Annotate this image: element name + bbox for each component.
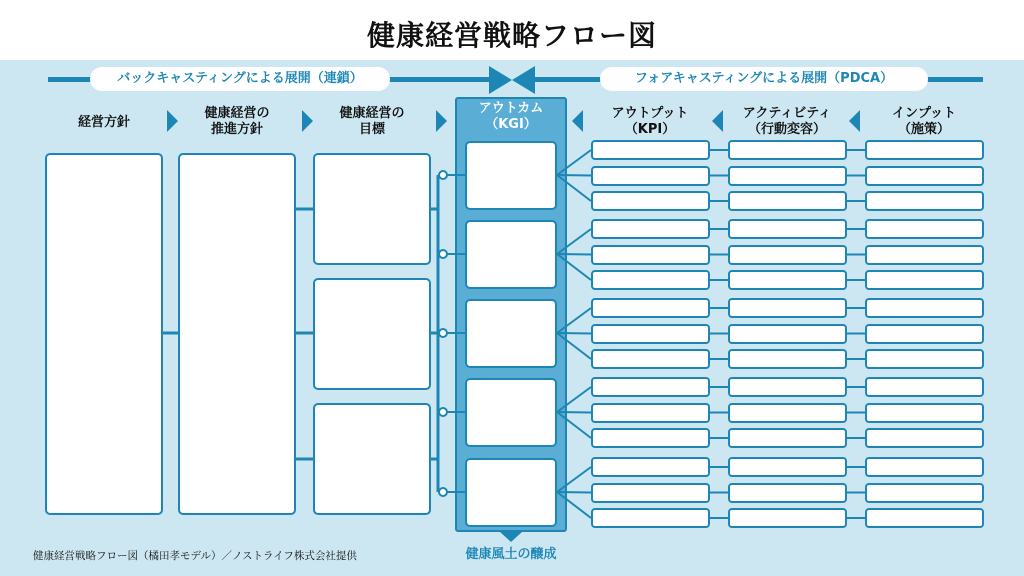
activity-box-11[interactable]	[728, 403, 847, 423]
header-activity-line2: （行動変容）	[747, 122, 826, 137]
output-box-3[interactable]	[591, 191, 710, 211]
activity-box-12[interactable]	[728, 428, 847, 448]
input-box-4[interactable]	[865, 219, 984, 239]
input-box-6[interactable]	[865, 270, 984, 290]
header-output	[590, 106, 710, 138]
header-input	[864, 106, 984, 138]
credit-text: 健康経営戦略フロー図（橘田孝モデル）／ノストライフ株式会社提供	[33, 550, 357, 562]
output-box-14[interactable]	[591, 483, 710, 503]
output-box-13[interactable]	[591, 457, 710, 477]
header-goal-line1: 健康経営の	[339, 106, 405, 121]
header-outcome	[455, 101, 567, 133]
kgi-box-2[interactable]	[465, 220, 557, 289]
policy-box[interactable]	[45, 153, 163, 515]
kgi-box-3[interactable]	[465, 299, 557, 368]
connector-dot	[438, 249, 448, 259]
activity-box-15[interactable]	[728, 508, 847, 528]
output-box-8[interactable]	[591, 324, 710, 344]
header-policy	[45, 115, 163, 131]
header-promotion-line1: 健康経営の	[204, 106, 270, 121]
activity-box-6[interactable]	[728, 270, 847, 290]
header-outcome-line2: （KGI）	[485, 117, 537, 132]
goal-box-1[interactable]	[313, 153, 431, 265]
header-goal	[313, 106, 431, 138]
output-box-6[interactable]	[591, 270, 710, 290]
header-policy-line1: 経営方針	[77, 115, 130, 130]
arrow-right-icon	[167, 110, 178, 132]
arrow-right-icon	[436, 110, 447, 132]
activity-box-5[interactable]	[728, 245, 847, 265]
header-output-line1: アウトプット	[611, 106, 689, 121]
header-goal-line2: 目標	[358, 122, 385, 137]
input-box-14[interactable]	[865, 483, 984, 503]
header-input-line1: インプット	[891, 106, 957, 121]
input-box-7[interactable]	[865, 298, 984, 318]
output-box-9[interactable]	[591, 349, 710, 369]
connector-dot	[438, 407, 448, 417]
arrow-left-icon	[849, 110, 860, 132]
header-activity-line1: アクティビティ	[742, 106, 832, 121]
activity-box-13[interactable]	[728, 457, 847, 477]
input-box-3[interactable]	[865, 191, 984, 211]
activity-box-4[interactable]	[728, 219, 847, 239]
kgi-box-4[interactable]	[465, 378, 557, 447]
culture-label: 健康風土の醸成	[465, 547, 557, 562]
output-box-2[interactable]	[591, 166, 710, 186]
input-box-12[interactable]	[865, 428, 984, 448]
goal-box-3[interactable]	[313, 403, 431, 515]
input-box-1[interactable]	[865, 140, 984, 160]
output-box-1[interactable]	[591, 140, 710, 160]
input-box-8[interactable]	[865, 324, 984, 344]
output-box-10[interactable]	[591, 377, 710, 397]
input-box-11[interactable]	[865, 403, 984, 423]
output-box-12[interactable]	[591, 428, 710, 448]
page-title: 健康経営戦略フロー図	[0, 0, 1024, 60]
output-box-7[interactable]	[591, 298, 710, 318]
header-outcome-line1: アウトカム	[478, 101, 544, 116]
activity-box-3[interactable]	[728, 191, 847, 211]
forecasting-label: フォアキャスティングによる展開（PDCA）	[600, 67, 928, 91]
output-box-15[interactable]	[591, 508, 710, 528]
connector-dot	[438, 170, 448, 180]
header-input-line2: （施策）	[897, 122, 950, 137]
input-box-2[interactable]	[865, 166, 984, 186]
header-promotion-line2: 推進方針	[210, 122, 263, 137]
kgi-box-1[interactable]	[465, 141, 557, 210]
input-box-13[interactable]	[865, 457, 984, 477]
activity-box-14[interactable]	[728, 483, 847, 503]
connector-dot	[438, 487, 448, 497]
kgi-box-5[interactable]	[465, 458, 557, 527]
input-box-5[interactable]	[865, 245, 984, 265]
output-box-4[interactable]	[591, 219, 710, 239]
output-box-11[interactable]	[591, 403, 710, 423]
activity-box-10[interactable]	[728, 377, 847, 397]
goal-box-2[interactable]	[313, 278, 431, 390]
activity-box-8[interactable]	[728, 324, 847, 344]
header-activity	[727, 106, 847, 138]
arrow-right-icon	[302, 110, 313, 132]
activity-box-2[interactable]	[728, 166, 847, 186]
input-box-10[interactable]	[865, 377, 984, 397]
arrow-left-icon	[572, 110, 583, 132]
input-box-15[interactable]	[865, 508, 984, 528]
header-promotion	[178, 106, 296, 138]
header-output-line2: （KPI）	[624, 122, 676, 137]
activity-box-7[interactable]	[728, 298, 847, 318]
input-box-9[interactable]	[865, 349, 984, 369]
activity-box-1[interactable]	[728, 140, 847, 160]
activity-box-9[interactable]	[728, 349, 847, 369]
connector-dot	[438, 328, 448, 338]
backcasting-label: バックキャスティングによる展開（連鎖）	[90, 67, 390, 91]
output-box-5[interactable]	[591, 245, 710, 265]
promotion-box[interactable]	[178, 153, 296, 515]
arrow-left-icon	[712, 110, 723, 132]
